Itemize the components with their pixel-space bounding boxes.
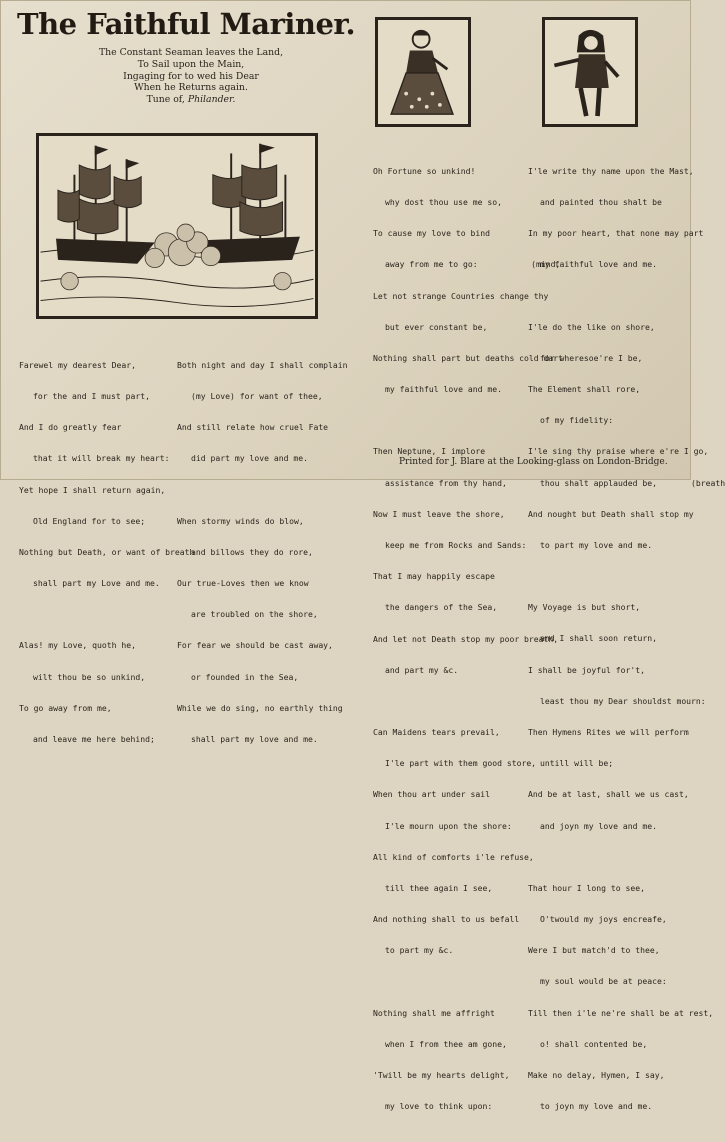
verse-line: that it will break my heart: (33, 453, 170, 464)
verse-line: That I may happily escape (373, 571, 495, 582)
verse-line: I'le do the like on shore, (528, 321, 655, 332)
verse-line: and joyn my love and me. (540, 820, 657, 831)
man-portrait-woodcut (542, 17, 638, 127)
verse-line: Till then i'le ne're shall be at rest, (528, 1007, 714, 1018)
stanza (528, 145, 725, 291)
stanza (19, 339, 194, 610)
verse-line: Oh Fortune so unkind! (373, 165, 476, 176)
verse-line: and I shall soon return, (540, 633, 657, 644)
verse-line: wilt thou be so unkind, (33, 671, 146, 682)
tune-line (61, 94, 321, 106)
verse-line: Alas! my Love, quoth he, (19, 640, 136, 651)
verse-line: but ever constant be, (385, 321, 488, 332)
verse-line: and painted thou shalt be (540, 197, 662, 208)
verse-line: And nought but Death shall stop my (528, 508, 694, 519)
verse-line: keep me from Rocks and Sands: (385, 540, 527, 551)
verse-line: Can Maidens tears prevail, (373, 726, 500, 737)
verse-line: My Voyage is but short, (528, 602, 641, 613)
verse-line: When thou art under sail (373, 789, 490, 800)
verse-line: Make no delay, Hymen, I say, (528, 1069, 665, 1080)
verse-line: And let not Death stop my poor breath, (373, 633, 559, 644)
subtitle-line: To Sail upon the Main, (137, 58, 245, 70)
verse-line: Nothing shall me affright (373, 1007, 495, 1018)
verse-line: I'le write thy name upon the Mast, (528, 165, 694, 176)
tune-prefix: Tune of, (146, 94, 185, 106)
verse-line: And still relate how cruel Fate (177, 422, 329, 433)
verse-line: Old England for to see; (33, 515, 146, 526)
verse-line: 'Twill be my hearts delight, (373, 1069, 510, 1080)
verse-line: I'le mourn upon the shore: (385, 820, 512, 831)
verse-line: Both night and day I shall complain (177, 359, 348, 370)
verse-line: Our true-Loves then we know (177, 577, 309, 588)
verse-line: my faithful love and me. (385, 384, 502, 395)
verse-line: Yet hope I shall return again, (19, 484, 166, 495)
verse-line: And be at last, shall we us cast, (528, 789, 689, 800)
verse-line: Now I must leave the shore, (373, 508, 505, 519)
verse-line: Then Hymens Rites we will perform (528, 726, 689, 737)
ballad-title: The Faithful Mariner. (17, 7, 356, 41)
stanza (528, 581, 725, 852)
verse-line: Let not strange Countries change thy (373, 290, 549, 301)
verse-line: for wheresoe're I be, (540, 352, 643, 363)
verse-line: away from me to go: (mind, (385, 259, 561, 270)
verse-line: for the and I must part, (33, 391, 150, 402)
ballad-subtitle (61, 47, 321, 106)
verse-line: o! shall contented be, (540, 1038, 648, 1049)
verse-line: or founded in the Sea, (191, 671, 299, 682)
verse-line: I shall be joyful for't, (528, 664, 645, 675)
verse-line: shall part my Love and me. (33, 578, 160, 589)
verse-line: That hour I long to see, (528, 882, 645, 893)
verse-line: are troubled on the shore, (191, 609, 318, 620)
printer-imprint: Printed for J. Blare at the Looking-glass on London-Bridge. (399, 457, 668, 467)
stanza (177, 495, 348, 766)
ships-woodcut-illustration (36, 133, 318, 319)
subtitle-line: When he Returns again. (134, 82, 248, 94)
verse-line: And nothing shall to us befall (373, 914, 520, 925)
verse-line: of my fidelity: (540, 415, 614, 426)
stanza (177, 339, 348, 485)
verse-line: the dangers of the Sea, (385, 602, 498, 613)
verse-line: thou shalt applauded be, (breath (540, 477, 725, 488)
verse-line: and part my &c. (385, 664, 459, 675)
verse-line: to joyn my love and me. (540, 1101, 653, 1112)
verse-line: To go away from me, (19, 702, 112, 713)
subtitle-line: Ingaging for to wed his Dear (123, 70, 259, 82)
verse-line: And I do greatly fear (19, 422, 122, 433)
verse-line: why dost thou use me so, (385, 197, 502, 208)
stanza (19, 620, 194, 766)
woman-portrait-woodcut (375, 17, 471, 127)
column-left-a (19, 339, 194, 775)
verse-line: my soul would be at peace: (540, 976, 667, 987)
verse-line: when I from thee am gone, (385, 1038, 507, 1049)
verse-line: For fear we should be cast away, (177, 640, 333, 651)
verse-line: Were I but match'd to thee, (528, 945, 660, 956)
column-left-b (177, 339, 348, 775)
subtitle-line: The Constant Seaman leaves the Land, (98, 47, 284, 58)
column-right (528, 145, 725, 1142)
verse-line: shall part my love and me. (191, 734, 318, 745)
woman-figure-icon (378, 20, 468, 124)
verse-line: least thou my Dear shouldst mourn: (540, 695, 706, 706)
verse-line: To cause my love to bind (373, 228, 490, 239)
verse-line: assistance from thy hand, (385, 477, 507, 488)
man-figure-icon (545, 20, 635, 124)
verse-line: Nothing but Death, or want of breath (19, 547, 195, 558)
verse-line: I'le sing thy praise where e're I go, (528, 446, 709, 457)
stanza (528, 862, 725, 1133)
verse-line: Farewel my dearest Dear, (19, 359, 136, 370)
verse-line: All kind of comforts i'le refuse, (373, 851, 534, 862)
verse-line: In my poor heart, that none may part (528, 228, 704, 239)
verse-line: till thee again I see, (385, 883, 493, 894)
verse-line: and billows they do rore, (191, 546, 313, 557)
verse-line: did part my love and me. (191, 453, 308, 464)
verse-line: to part my &c. (385, 945, 454, 956)
verse-line: and leave me here behind; (33, 734, 155, 745)
verse-line: untill will be; (540, 758, 614, 769)
verse-line: When stormy winds do blow, (177, 515, 304, 526)
verse-line: Then Neptune, I implore (373, 446, 486, 457)
ships-woodcut-icon (39, 136, 315, 316)
verse-line: my love to think upon: (385, 1101, 493, 1112)
verse-line: The Element shall rore, (528, 383, 641, 394)
verse-line: (my Love) for want of thee, (191, 391, 323, 402)
verse-line: my faithful love and me. (540, 259, 657, 270)
stanza (528, 301, 725, 572)
verse-line: While we do sing, no earthly thing (177, 702, 343, 713)
tune-name: Philander. (187, 94, 236, 106)
verse-line: Nothing shall part but deaths cold dart (373, 353, 564, 364)
verse-line: to part my love and me. (540, 540, 653, 551)
verse-line: I'le part with them good store, (385, 758, 537, 769)
verse-line: O'twould my joys encreafe, (540, 913, 667, 924)
